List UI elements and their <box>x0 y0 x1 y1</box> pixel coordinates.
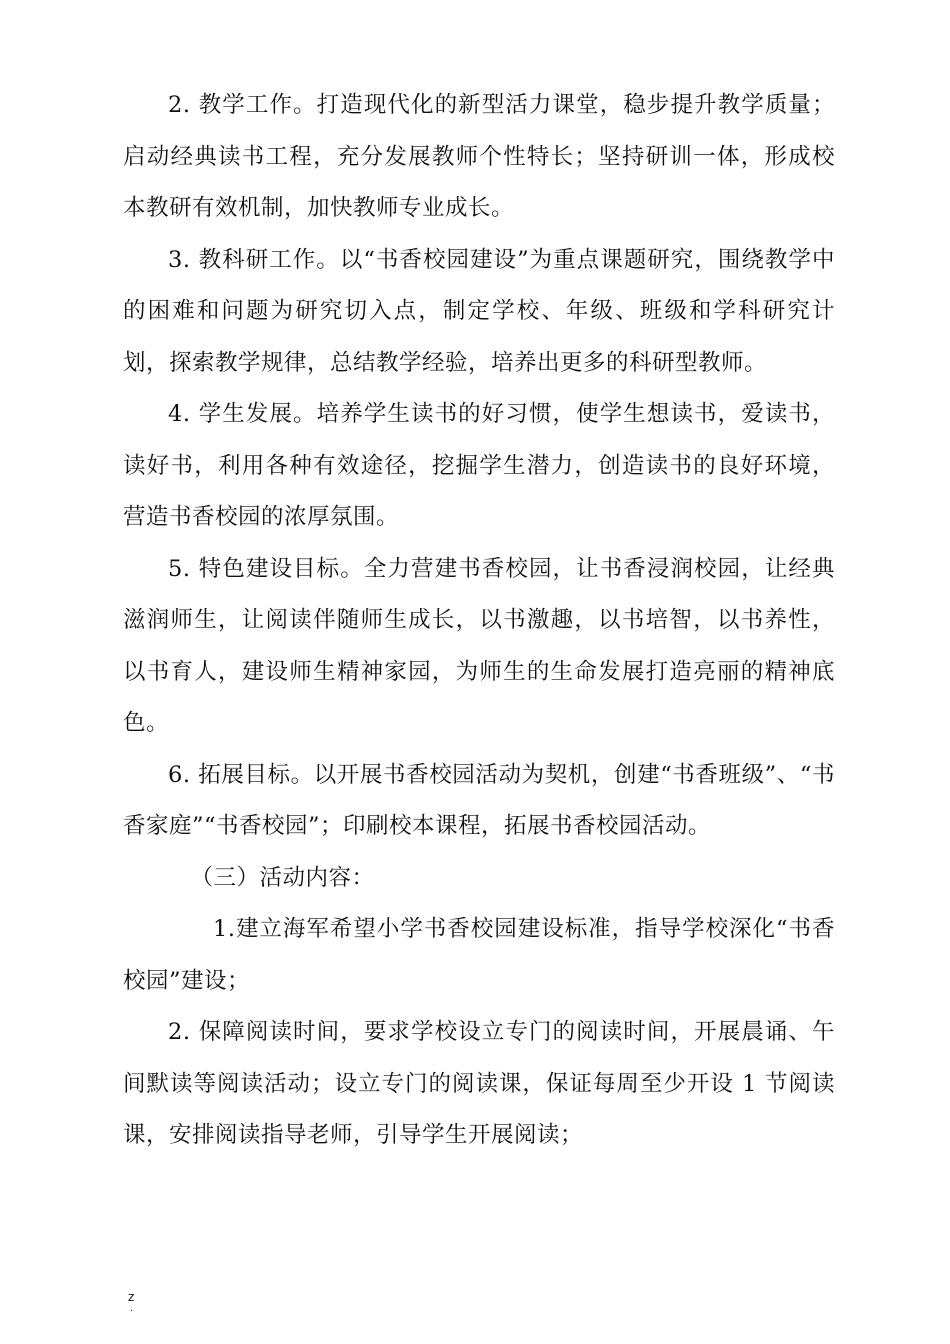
paragraph-student-development: 4. 学生发展。培养学生读书的好习惯，使学生想读书，爱读书，读好书，利用各种有效途径，挖掘学生潜力，创造读书的良好环境，营造书香校园的浓厚氛围。 <box>123 401 835 530</box>
paragraph-activity-2: 2. 保障阅读时间，要求学校设立专门的阅读时间，开展晨诵、午间默读等阅读活动；设立专门的阅读课，保证每周至少开设 1 节阅读课，安排阅读指导老师，引导学生开展阅读； <box>123 1019 835 1148</box>
paragraph-teaching-work: 2. 教学工作。打造现代化的新型活力课堂，稳步提升教学质量；启动经典读书工程，充分发展教师个性特长；坚持研训一体，形成校本教研有效机制，加快教师专业成长。 <box>123 92 835 221</box>
section-heading-activity-content: （三）活动内容： <box>190 864 375 891</box>
paragraph-activity-1-text: 建立海军希望小学书香校园建设标准，指导学校深化“书香校园”建设； <box>123 916 835 994</box>
list-number: 1. <box>213 916 236 942</box>
footer-mark <box>128 1290 134 1314</box>
paragraph-feature-goals: 5. 特色建设目标。全力营建书香校园，让书香浸润校园，让经典滋润师生，让阅读伴随师生成长，以书激趣，以书培智，以书养性，以书育人，建设师生精神家园，为师生的生命发展打造亮丽的精神底色。 <box>123 555 835 736</box>
paragraph-research-work: 3. 教科研工作。以“书香校园建设”为重点课题研究，围绕教学中的困难和问题为研究切入点，制定学校、年级、班级和学科研究计划，探索教学规律，总结教学经验，培养出更多的科研型教师。 <box>123 246 835 376</box>
footer-dot: . <box>130 1303 134 1314</box>
paragraph-activity-1 <box>123 904 835 1007</box>
document-body <box>123 80 835 1162</box>
footer-letter: z <box>128 1290 135 1304</box>
paragraph-expansion-goals: 6. 拓展目标。以开展书香校园活动为契机，创建“书香班级”、“书香家庭”“书香校园”；印刷校本课程，拓展书香校园活动。 <box>123 761 835 839</box>
